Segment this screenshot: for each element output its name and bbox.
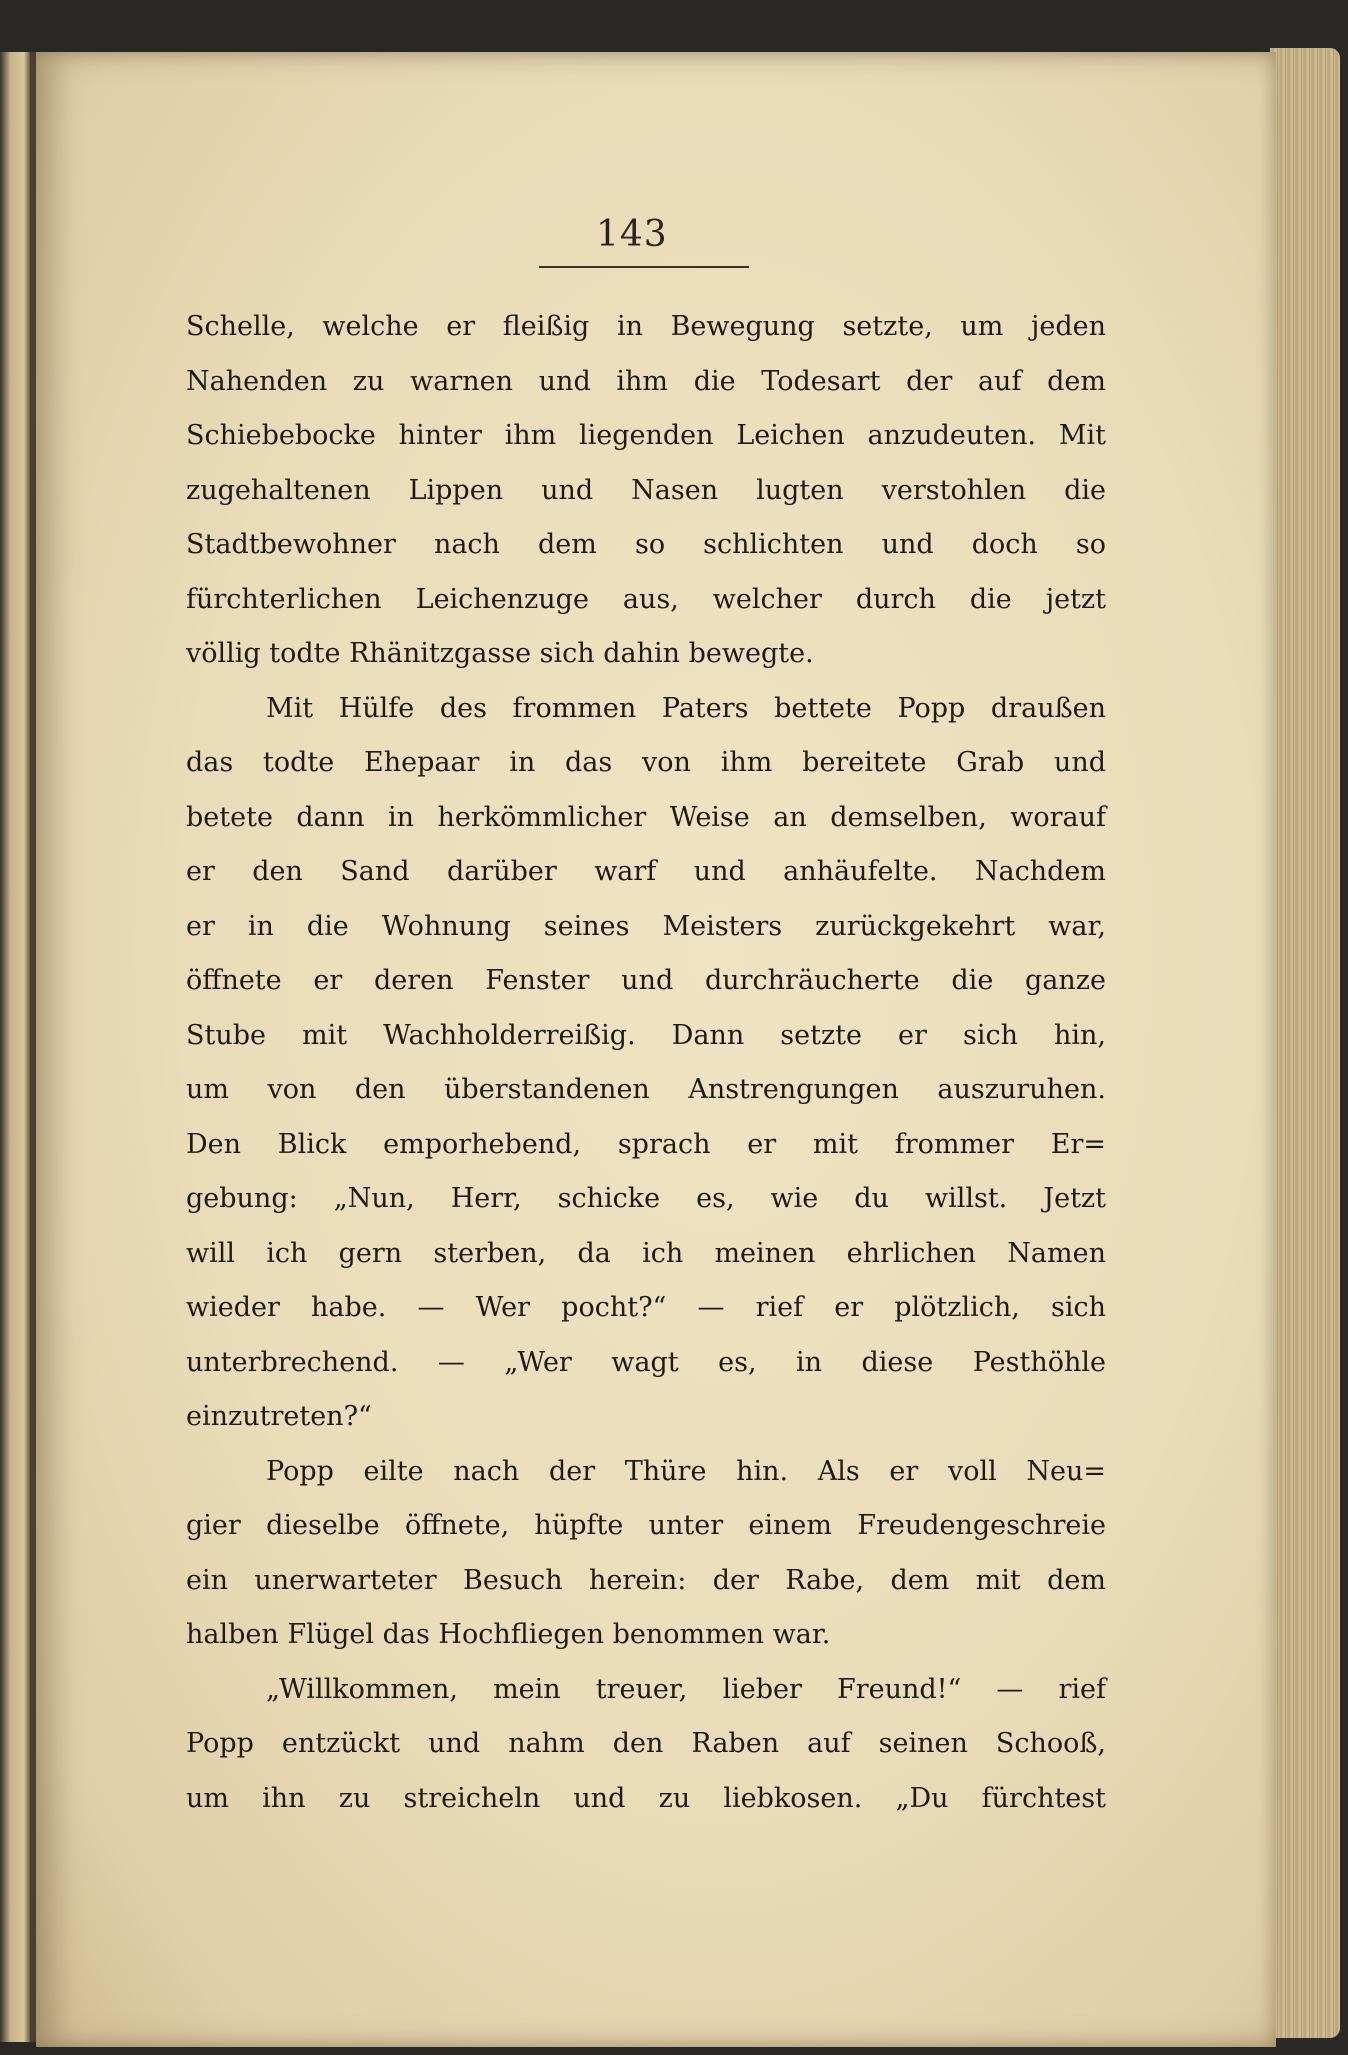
text-line: betete dann in herkömmlicher Weise an demselben, worauf: [186, 801, 1106, 833]
text-line: völlig todte Rhänitzgasse sich dahin bewegte.: [186, 638, 814, 669]
text-line: ein unerwarteter Besuch herein: der Rabe, dem mit dem: [186, 1564, 1106, 1596]
page-block-edge: [1270, 48, 1340, 2038]
text-line: fürchterlichen Leichenzuge aus, welcher durch die jetzt: [186, 583, 1106, 615]
header-rule: [539, 266, 749, 268]
text-line: öffnete er deren Fenster und durchräucherte die ganze: [186, 965, 1106, 996]
text-line: Mit Hülfe des frommen Paters bettete Popp draußen: [266, 692, 1106, 724]
text-line: halben Flügel das Hochfliegen benommen war.: [186, 1619, 831, 1650]
body-text: [186, 300, 1106, 1826]
text-line: er in die Wohnung seines Meisters zurückgekehrt war,: [186, 910, 1106, 942]
book-page: [36, 52, 1276, 2047]
text-line: einzutreten?“: [186, 1401, 372, 1432]
text-line: gier dieselbe öffnete, hüpfte unter einem Freudengeschreie: [186, 1510, 1106, 1541]
text-line: zugehaltenen Lippen und Nasen lugten verstohlen die: [186, 474, 1106, 506]
text-line: gebung: „Nun, Herr, schicke es, wie du willst. Jetzt: [186, 1183, 1106, 1214]
text-line: Popp eilte nach der Thüre hin. Als er voll Neu=: [266, 1455, 1106, 1487]
left-page-edge: [0, 52, 30, 2042]
page-number: 143: [596, 214, 668, 255]
text-line: Stadtbewohner nach dem so schlichten und doch so: [186, 529, 1106, 560]
text-line: unterbrechend. — „Wer wagt es, in diese Pesthöhle: [186, 1346, 1106, 1378]
text-line: Stube mit Wachholderreißig. Dann setzte er sich hin,: [186, 1019, 1106, 1051]
text-line: Den Blick emporhebend, sprach er mit frommer Er=: [186, 1128, 1106, 1160]
text-line: Schelle, welche er fleißig in Bewegung setzte, um jeden: [186, 311, 1106, 342]
text-line: Popp entzückt und nahm den Raben auf seinen Schooß,: [186, 1728, 1106, 1759]
text-line: um ihn zu streicheln und zu liebkosen. „Du fürchtest: [186, 1782, 1106, 1814]
text-line: will ich gern sterben, da ich meinen ehrlichen Namen: [186, 1237, 1106, 1269]
text-line: Nahenden zu warnen und ihm die Todesart der auf dem: [186, 365, 1106, 397]
text-line: „Willkommen, mein treuer, lieber Freund!“ — rief: [266, 1673, 1106, 1705]
text-line: das todte Ehepaar in das von ihm bereitete Grab und: [186, 747, 1106, 778]
text-line: wieder habe. — Wer pocht?“ — rief er plötzlich, sich: [186, 1292, 1106, 1323]
text-line: er den Sand darüber warf und anhäufelte. Nachdem: [186, 856, 1106, 887]
text-line: um von den überstandenen Anstrengungen auszuruhen.: [186, 1074, 1106, 1105]
text-line: Schiebebocke hinter ihm liegenden Leichen anzudeuten. Mit: [186, 420, 1106, 451]
